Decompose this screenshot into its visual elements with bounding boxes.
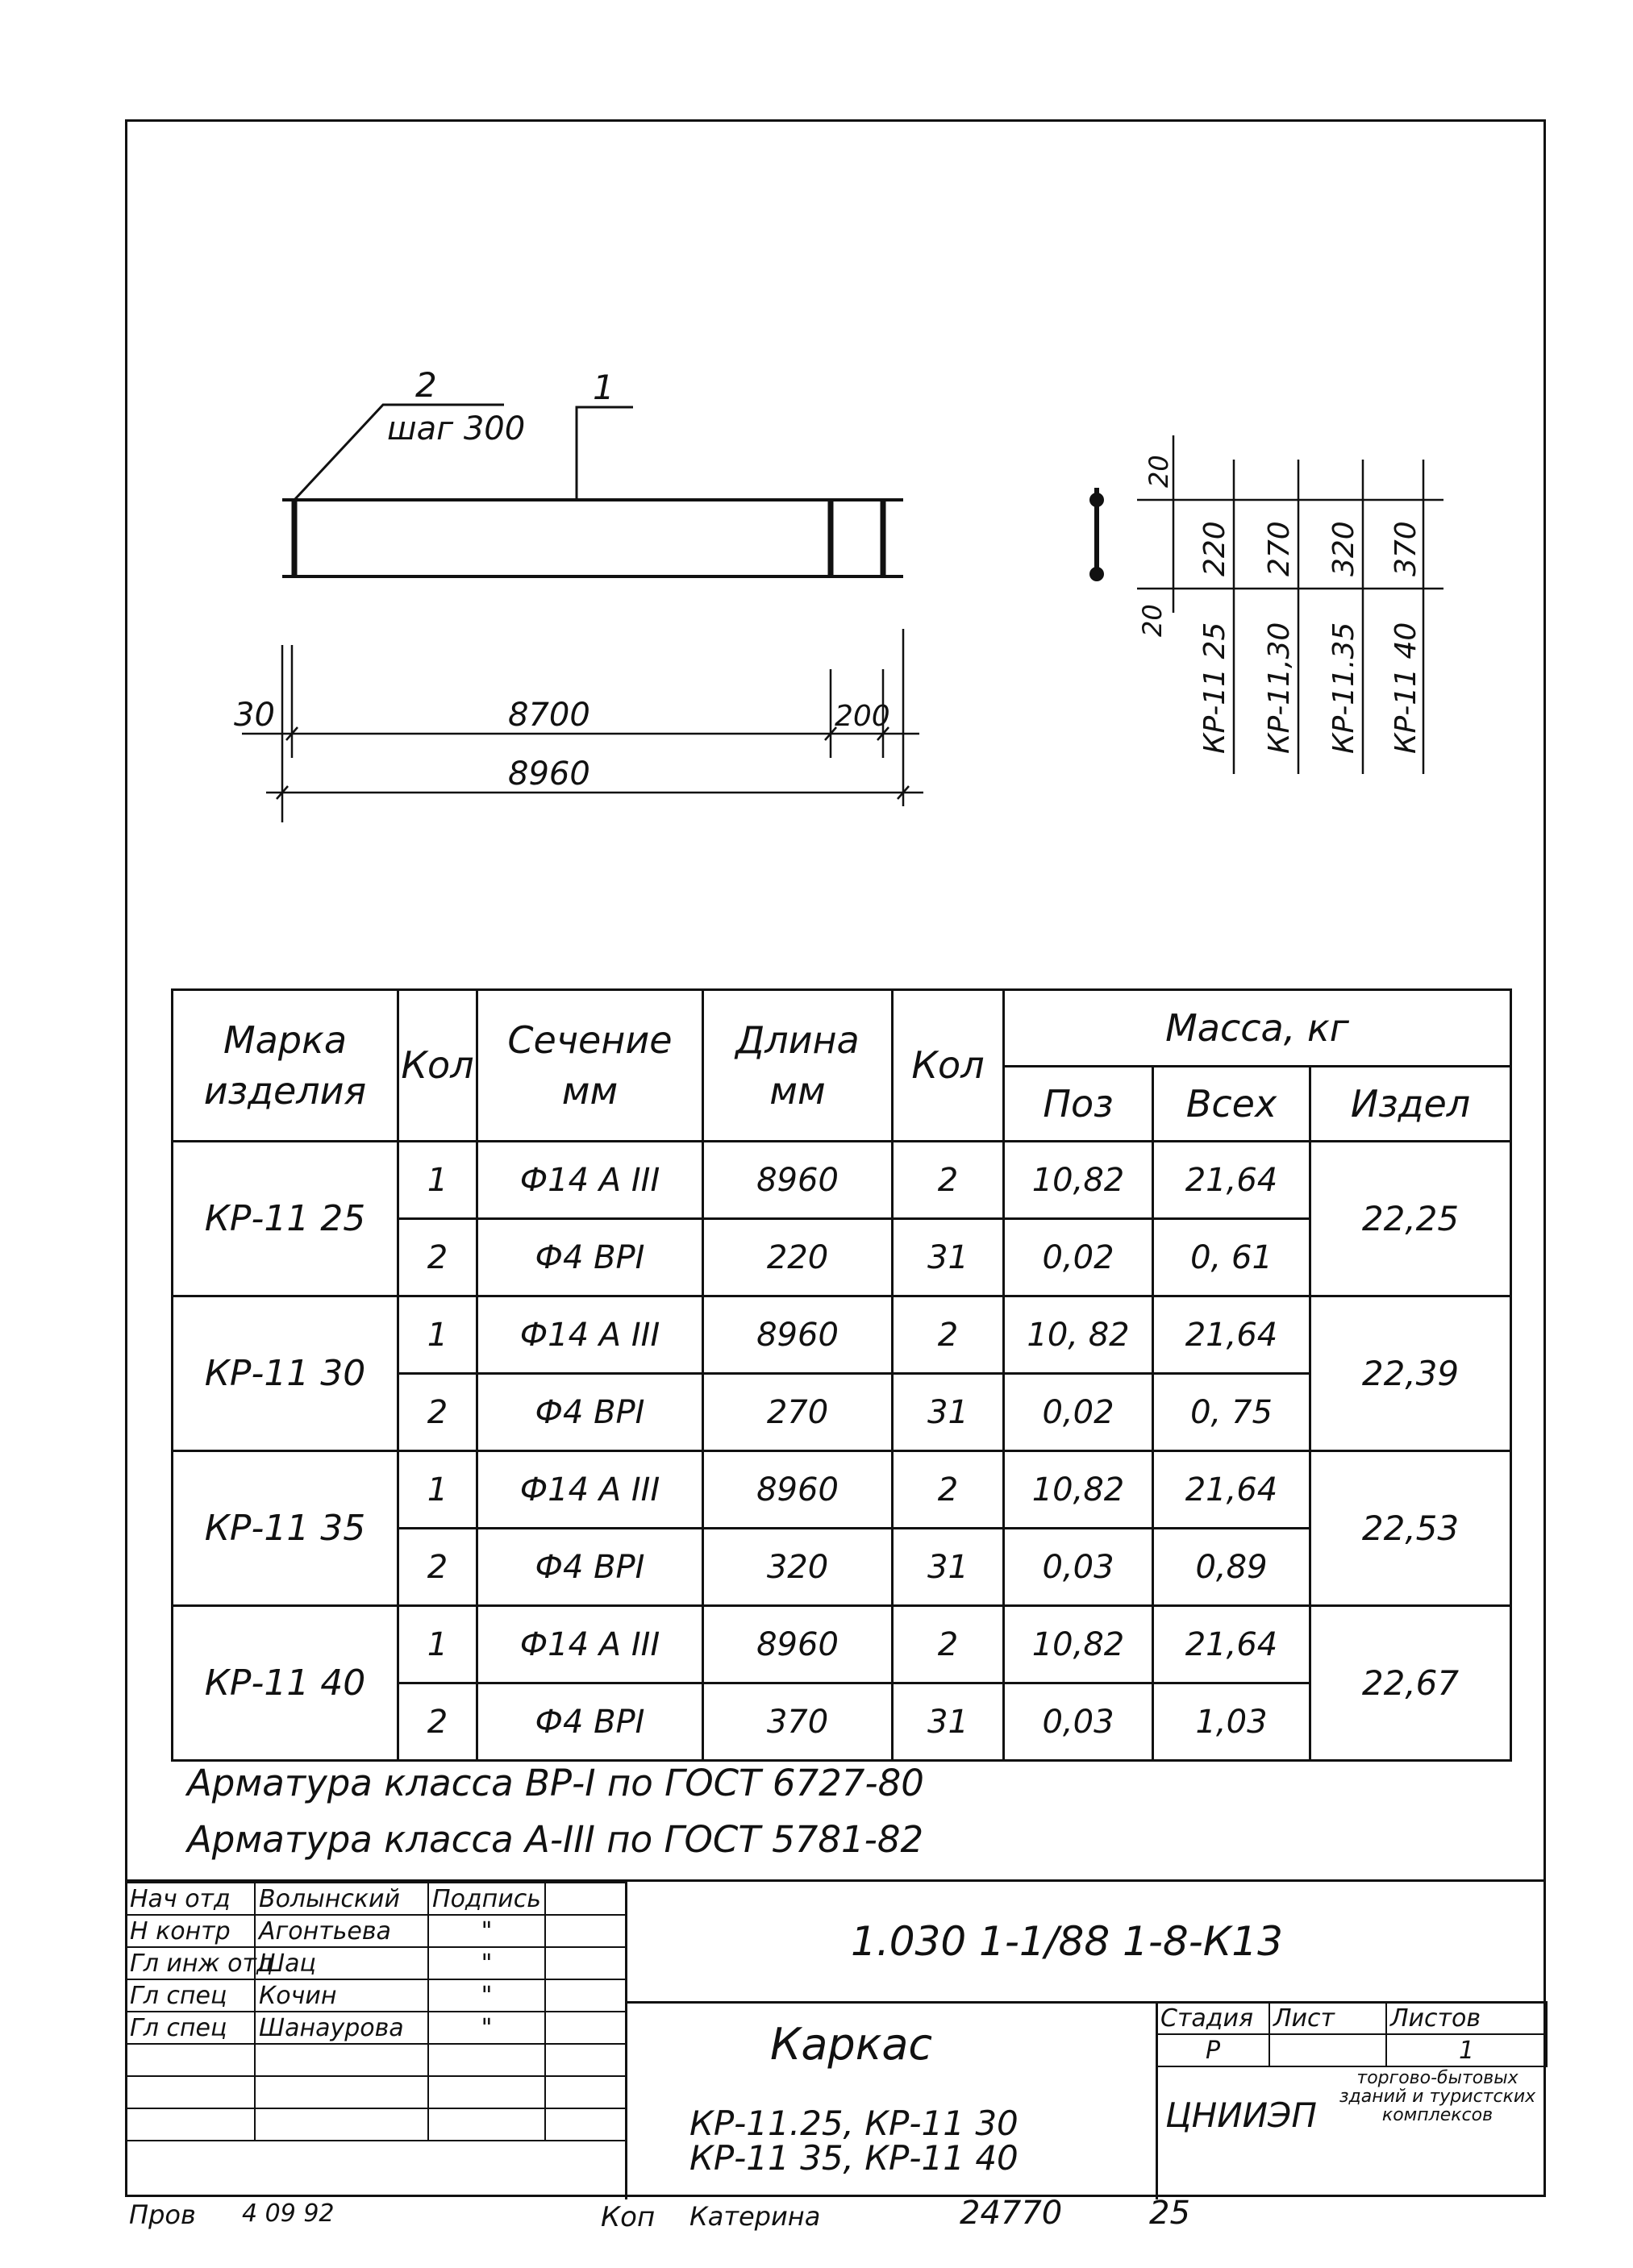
signature-name: Шац: [255, 1947, 428, 1979]
signature-mark: ": [428, 2012, 545, 2044]
inventory-number: 24770: [960, 2195, 1063, 2232]
note-rebar-class: Арматура класса А-III по ГОСТ 5781-82: [187, 1818, 924, 1861]
mass-total: 1,03: [1153, 1683, 1310, 1761]
item-mark: КР-11 30: [173, 1296, 398, 1451]
position-number: 1: [398, 1451, 477, 1529]
bar-quantity: 31: [893, 1219, 1004, 1296]
header-mass: Масса, кг: [1004, 990, 1511, 1067]
bar-quantity: 31: [893, 1683, 1004, 1761]
signature-mark: ": [428, 1915, 545, 1947]
section-width-2: 270: [1263, 521, 1296, 576]
bar-length: 320: [703, 1529, 893, 1606]
signature-date: [545, 2012, 626, 2044]
position-number: 2: [398, 1529, 477, 1606]
signature-mark: ": [428, 1979, 545, 2012]
checked-label: Пров: [129, 2199, 196, 2230]
sheets-label: Листов: [1386, 2002, 1547, 2034]
signature-role: Гл инж отд: [126, 1947, 255, 1979]
mass-per-position: 10,82: [1004, 1606, 1153, 1683]
document-title: Каркас: [770, 2019, 933, 2070]
specification-table: [171, 988, 1512, 1762]
header-count: Кол: [398, 990, 477, 1142]
organization: ЦНИИЭП: [1165, 2095, 1317, 2135]
bar-length: 8960: [703, 1606, 893, 1683]
stage-label: Стадия: [1156, 2002, 1269, 2034]
bar-section: Ф14 А III: [477, 1606, 703, 1683]
frame-drawing: [0, 0, 1633, 968]
item-mass-total: 22,53: [1310, 1451, 1511, 1606]
section-bar-bottom: [1091, 568, 1102, 580]
bar-length: 8960: [703, 1296, 893, 1374]
mass-total: 21,64: [1153, 1142, 1310, 1219]
item-mark: КР-11 35: [173, 1451, 398, 1606]
signature-row-empty: [126, 2108, 626, 2141]
specification-body: [173, 1142, 1511, 1761]
title-block: [125, 1879, 1546, 2197]
document-code: 1.030 1-1/88 1-8-К13: [851, 1918, 1283, 1965]
bar-length: 370: [703, 1683, 893, 1761]
bar-length: 8960: [703, 1451, 893, 1529]
signature-role: Нач отд: [126, 1883, 255, 1915]
mass-total: 21,64: [1153, 1296, 1310, 1374]
bar-quantity: 2: [893, 1142, 1004, 1219]
label-step: шаг 300: [387, 410, 526, 447]
mass-total: 21,64: [1153, 1451, 1310, 1529]
position-number: 1: [398, 1606, 477, 1683]
header-section: Сечение мм: [477, 990, 703, 1142]
position-number: 2: [398, 1374, 477, 1451]
mass-per-position: 10,82: [1004, 1451, 1153, 1529]
bar-length: 270: [703, 1374, 893, 1451]
table-row: [173, 1606, 1511, 1683]
signature-name: Волынский: [255, 1883, 428, 1915]
item-mass-total: 22,67: [1310, 1606, 1511, 1761]
signature-role: Гл спец: [126, 2012, 255, 2044]
signature-mark: Подпись: [428, 1883, 545, 1915]
mass-per-position: 0,03: [1004, 1529, 1153, 1606]
bar-length: 220: [703, 1219, 893, 1296]
signature-name: Шанаурова: [255, 2012, 428, 2044]
bar-length: 8960: [703, 1142, 893, 1219]
signature-rows: [126, 1883, 626, 2141]
section-width-1: 220: [1198, 521, 1231, 576]
signature-name: Агонтьева: [255, 1915, 428, 1947]
dim-left-offset: 30: [234, 697, 275, 734]
signature-row: [126, 1979, 626, 2012]
signature-row-empty: [126, 2044, 626, 2076]
signature-date: [545, 1915, 626, 1947]
document-items-2: КР-11 35, КР-11 40: [689, 2138, 1019, 2178]
signature-date: [545, 1947, 626, 1979]
mass-per-position: 0,03: [1004, 1683, 1153, 1761]
item-mass-total: 22,25: [1310, 1142, 1511, 1296]
bar-section: Ф14 А III: [477, 1142, 703, 1219]
bar-section: Ф4 ВРI: [477, 1683, 703, 1761]
section-top-offset: 20: [1144, 455, 1174, 488]
mass-per-position: 10, 82: [1004, 1296, 1153, 1374]
signature-row-empty: [126, 2076, 626, 2108]
copy-label: Коп: [601, 2201, 656, 2233]
section-width-3: 320: [1327, 521, 1360, 576]
bar-section: Ф14 А III: [477, 1451, 703, 1529]
mass-total: 21,64: [1153, 1606, 1310, 1683]
mass-total: 0,89: [1153, 1529, 1310, 1606]
section-mark-3: КР-11.35: [1327, 622, 1360, 754]
bar-quantity: 31: [893, 1374, 1004, 1451]
organization-description: торгово-бытовых зданий и туристских комплексов: [1339, 2068, 1536, 2126]
bar-quantity: 2: [893, 1606, 1004, 1683]
header-mass-item: Издел: [1310, 1067, 1511, 1142]
copier-signature: Катерина: [689, 2201, 821, 2232]
stage-table: [1156, 2001, 1548, 2067]
note-wire-class: Арматура класса ВР-I по ГОСТ 6727-80: [187, 1762, 924, 1804]
header-length: Длина мм: [703, 990, 893, 1142]
dim-end-gap: 200: [835, 700, 890, 733]
mass-total: 0, 75: [1153, 1374, 1310, 1451]
section-mark-2: КР-11,30: [1263, 622, 1296, 754]
bar-section: Ф4 ВРI: [477, 1219, 703, 1296]
section-mark-4: КР-11 40: [1389, 622, 1423, 754]
mass-total: 0, 61: [1153, 1219, 1310, 1296]
mass-per-position: 10,82: [1004, 1142, 1153, 1219]
section-bar-top: [1091, 494, 1102, 506]
item-mark: КР-11 40: [173, 1606, 398, 1761]
position-number: 1: [398, 1296, 477, 1374]
label-pos1: 1: [593, 368, 614, 407]
section-mark-1: КР-11 25: [1198, 622, 1231, 754]
checked-date: 4 09 92: [242, 2199, 335, 2228]
sheets-value: 1: [1386, 2034, 1547, 2066]
mass-per-position: 0,02: [1004, 1374, 1153, 1451]
signature-row: [126, 1947, 626, 1979]
header-qty: Кол: [893, 990, 1004, 1142]
position-number: 1: [398, 1142, 477, 1219]
position-number: 2: [398, 1683, 477, 1761]
page-number: 25: [1149, 2195, 1190, 2232]
leader-pos1: [577, 407, 633, 500]
signature-role: Гл спец: [126, 1979, 255, 2012]
signature-row: [126, 1883, 626, 1915]
header-mass-pos: Поз: [1004, 1067, 1153, 1142]
label-pos2: 2: [415, 365, 437, 405]
item-mass-total: 22,39: [1310, 1296, 1511, 1451]
stage-value: Р: [1156, 2034, 1269, 2066]
header-mass-all: Всех: [1153, 1067, 1310, 1142]
section-bottom-offset: 20: [1137, 604, 1168, 637]
bar-quantity: 31: [893, 1529, 1004, 1606]
dim-inner-length: 8700: [508, 697, 590, 734]
bar-section: Ф4 ВРI: [477, 1374, 703, 1451]
sheet-label: Лист: [1269, 2002, 1386, 2034]
table-row: [173, 1296, 1511, 1374]
signature-row: [126, 2012, 626, 2044]
bar-section: Ф4 ВРI: [477, 1529, 703, 1606]
table-row: [173, 1451, 1511, 1529]
position-number: 2: [398, 1219, 477, 1296]
signature-table: [125, 1882, 627, 2141]
signature-row: [126, 1915, 626, 1947]
header-mark: Марка изделия: [173, 990, 398, 1142]
item-mark: КР-11 25: [173, 1142, 398, 1296]
signature-date: [545, 1883, 626, 1915]
mass-per-position: 0,02: [1004, 1219, 1153, 1296]
bar-section: Ф14 А III: [477, 1296, 703, 1374]
signature-mark: ": [428, 1947, 545, 1979]
table-row: [173, 1142, 1511, 1219]
signature-name: Кочин: [255, 1979, 428, 2012]
signature-role: Н контр: [126, 1915, 255, 1947]
bar-quantity: 2: [893, 1296, 1004, 1374]
section-width-4: 370: [1389, 521, 1423, 576]
bar-quantity: 2: [893, 1451, 1004, 1529]
dim-total-length: 8960: [508, 755, 590, 793]
document-items-1: КР-11.25, КР-11 30: [689, 2104, 1019, 2143]
signature-date: [545, 1979, 626, 2012]
